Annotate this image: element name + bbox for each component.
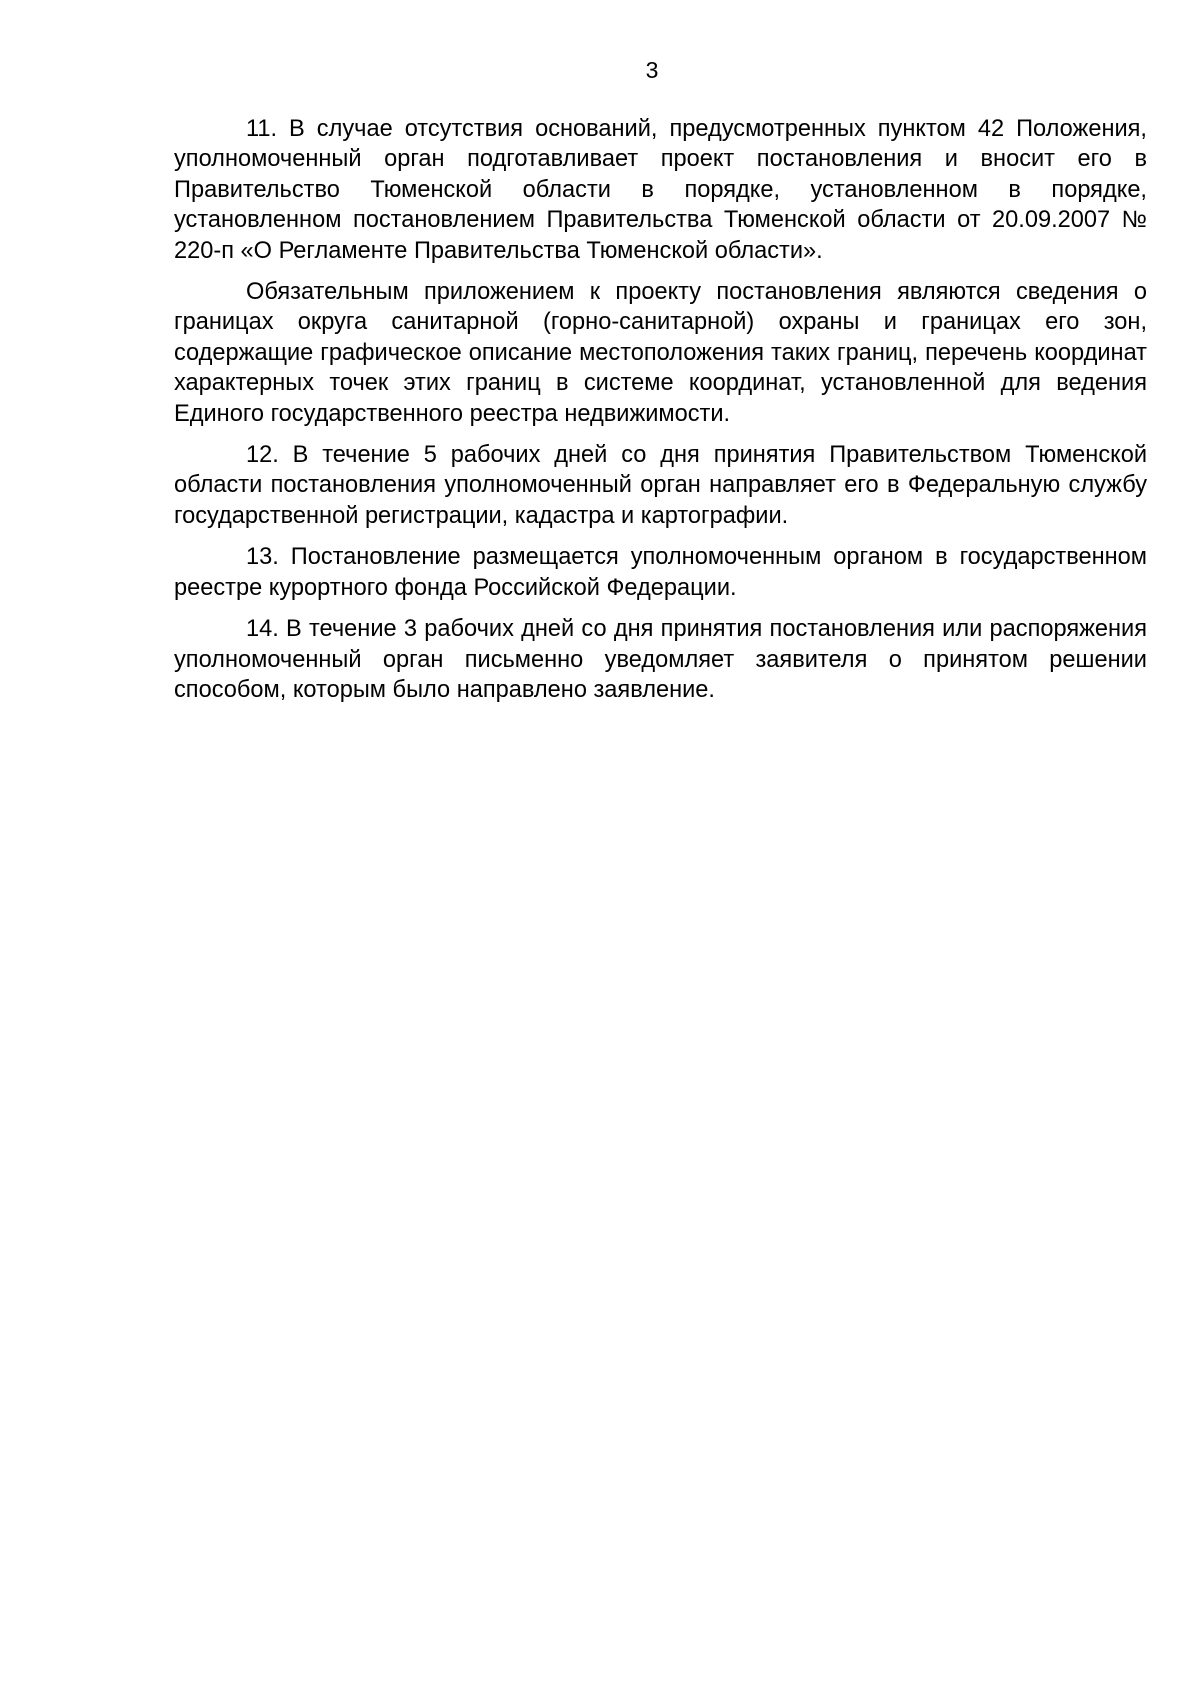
- document-body: [174, 114, 1147, 716]
- paragraph-item-11: 11. В случае отсутствия оснований, предусмотренных пунктом 42 Положения, уполномоченный орган подготавливает проект постановления и вносит его в Правительство Тюменской области в порядке, установленном в порядке, установленном постановлением Правительства Тюменской области от 20.09.2007 № 220-п «О Регламенте Правительства Тюменской области».: [174, 116, 1147, 264]
- paragraph-item-13: 13. Постановление размещается уполномоченным органом в государственном реестре курортного фонда Российской Федерации.: [174, 544, 1147, 601]
- paragraph-item-12: 12. В течение 5 рабочих дней со дня принятия Правительством Тюменской области постановления уполномоченный орган направляет его в Федеральную службу государственной регистрации, кадастра и картографии.: [174, 442, 1147, 529]
- paragraph-mandatory-attachment: Обязательным приложением к проекту постановления являются сведения о границах округа санитарной (горно-санитарной) охраны и границах его зон, содержащие графическое описание местоположения таких границ, перечень координат характерных точек этих границ в системе координат, установленной для ведения Единого государственного реестра недвижимости.: [174, 279, 1147, 427]
- paragraph-item-14: 14. В течение 3 рабочих дней со дня принятия постановления или распоряжения уполномоченный орган письменно уведомляет заявителя о принятом решении способом, которым было направлено заявление.: [174, 616, 1147, 703]
- page-number: 3: [645, 57, 659, 83]
